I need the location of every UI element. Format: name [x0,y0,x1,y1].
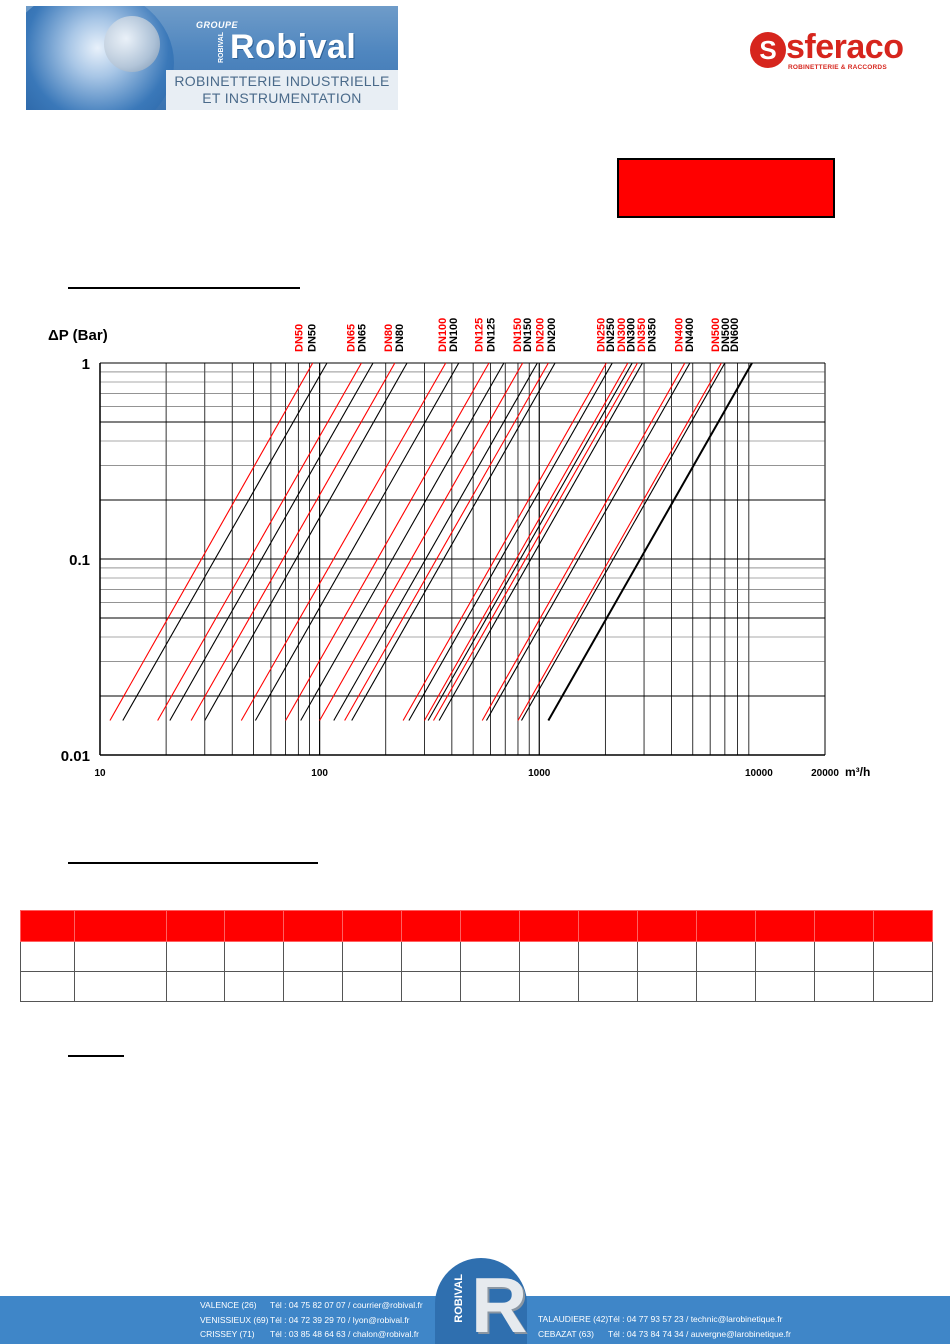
series-line-dn250-black [409,363,612,720]
table-cell [874,942,933,972]
groupe-label: GROUPE [196,20,239,30]
pressure-drop-chart [0,300,950,800]
emblem-text: ROBIVAL [453,1274,465,1323]
dn-label: DN80 [383,323,396,352]
dn-label: DN250 [595,317,608,352]
table-cell [461,972,520,1002]
table-header-cell [874,911,933,942]
table-cell [874,972,933,1002]
y-axis-label: ΔP (Bar) [48,327,108,344]
series-line-dn50-black [123,363,327,720]
table-header-cell [638,911,697,942]
dn-label: DN80 [394,323,407,352]
notes-title-underline [68,1055,124,1057]
series-line-dn300-red [424,363,627,720]
footer-contact-row: CRISSEY (71) Tél : 03 85 48 64 63 / chalon@robival.fr [200,1329,419,1339]
dn-label: DN150 [511,317,524,352]
table-cell [284,972,343,1002]
table-header-cell [225,911,284,942]
table-cell [21,942,75,972]
sferaco-word: sferaco [786,28,904,66]
dn-label: DN100 [448,317,461,352]
dn-label: DN200 [545,317,558,352]
x-tick-label: 20000 [811,768,839,779]
dn-label: DN350 [646,317,659,352]
series-line-dn350-black [439,363,642,720]
x-tick-label: 10000 [744,768,773,779]
dn-label: DN500 [719,317,732,352]
table-cell [579,972,638,1002]
table-cell [402,972,461,1002]
dn-label: DN600 [728,317,741,352]
table-cell [815,972,874,1002]
x-tick-label: 10 [94,768,106,779]
footer-contact-row: TALAUDIERE (42)Tél : 04 77 93 57 23 / technic@larobinetique.fr [538,1314,783,1324]
dn-label: DN65 [345,323,358,352]
table-cell [697,972,756,1002]
table-cell [579,942,638,972]
table-cell [167,972,225,1002]
series-line-dn600-black [548,363,752,720]
footer-contacts-right [538,1312,791,1341]
series-line-dn250-red [403,363,606,720]
series-line-dn200-black [352,363,555,720]
table-cell [756,942,815,972]
sferaco-tagline: ROBINETTERIE & RACCORDS [788,64,887,71]
robival-emblem [435,1258,527,1344]
table-header-cell [343,911,402,942]
series-line-dn400-black [486,363,689,720]
dn-label: DN300 [625,317,638,352]
table-cell [343,942,402,972]
footer-contact-row: VENISSIEUX (69) Tél : 04 72 39 29 70 / lyon@robival.fr [200,1314,410,1325]
dn-label: DN500 [709,317,722,352]
table-cell [697,942,756,972]
dn-label: DN50 [293,323,306,352]
x-tick-label: 100 [311,768,328,779]
dn-label: DN150 [522,317,535,352]
series-line-dn500-red [518,363,721,720]
series-line-dn350-red [434,363,638,720]
table-header-cell [579,911,638,942]
footer-contacts-left [200,1298,423,1342]
table-header-cell [284,911,343,942]
dn-label: DN350 [635,317,648,352]
table-row [21,972,933,1002]
x-axis-unit: m³/h [845,765,871,779]
y-tick-label: 1 [81,356,90,373]
dn-label: DN300 [615,317,628,352]
table-header-cell [167,911,225,942]
table-header-cell [756,911,815,942]
table-cell [638,942,697,972]
footer-contact-row: VALENCE (26) Tél : 04 75 82 07 07 / courrier@robival.fr [200,1300,423,1310]
series-line-dn400-red [482,363,685,720]
dn-label: DN50 [306,323,319,352]
dn-label: DN250 [605,317,618,352]
series-line-dn80-black [205,363,407,720]
dn-label: DN100 [436,317,449,352]
table-row [21,942,933,972]
dn-label: DN400 [683,317,696,352]
footer-contact-row: CEBAZAT (63) Tél : 04 73 84 74 34 / auvergne@larobinetique.fr [538,1328,791,1339]
table-cell [225,972,284,1002]
table-cell [343,972,402,1002]
table-cell [520,972,579,1002]
subtitle-line-1: ROBINETTERIE INDUSTRIELLE [174,73,390,89]
x-tick-label: 1000 [528,768,551,779]
table-cell [402,942,461,972]
table-cell [21,972,75,1002]
robival-logo-banner [26,6,398,110]
table-cell [75,942,167,972]
table-cell [167,942,225,972]
table-cell [461,942,520,972]
dimensions-table [20,910,933,1002]
section-title-underline [68,287,300,289]
groupe-sub-label: ROBIVAL [218,32,225,63]
sferaco-mark-icon: S [750,32,786,68]
sferaco-logo [750,30,930,74]
table-cell [284,942,343,972]
brand-subtitle [166,70,398,110]
table-header-cell [75,911,167,942]
table-header-cell [815,911,874,942]
dn-label: DN65 [356,323,369,352]
table-header-cell [461,911,520,942]
table-header-cell [402,911,461,942]
table-header-cell [21,911,75,942]
subtitle-line-2: ET INSTRUMENTATION [202,90,362,106]
table-header-cell [520,911,579,942]
series-line-dn150-red [320,363,523,720]
table-header-cell [697,911,756,942]
valve-disc-graphic [104,16,160,72]
series-line-dn500-black [521,363,724,720]
section-title-underline-2 [68,862,318,864]
dn-label: DN125 [485,317,498,352]
table-cell [225,942,284,972]
emblem-letter: R [471,1261,528,1344]
y-tick-label: 0.1 [69,552,90,569]
dn-label: DN200 [534,317,547,352]
y-tick-label: 0.01 [60,748,90,765]
brand-name: Robival [230,28,357,66]
chart-svg [0,300,950,800]
table-cell [756,972,815,1002]
series-line-dn50-red [110,363,313,720]
table-cell [638,972,697,1002]
table-cell [75,972,167,1002]
table-cell [815,942,874,972]
dn-label: DN125 [473,317,486,352]
table-header-row [21,911,933,942]
reference-red-box [617,158,835,218]
table-cell [520,942,579,972]
dn-label: DN400 [673,317,686,352]
